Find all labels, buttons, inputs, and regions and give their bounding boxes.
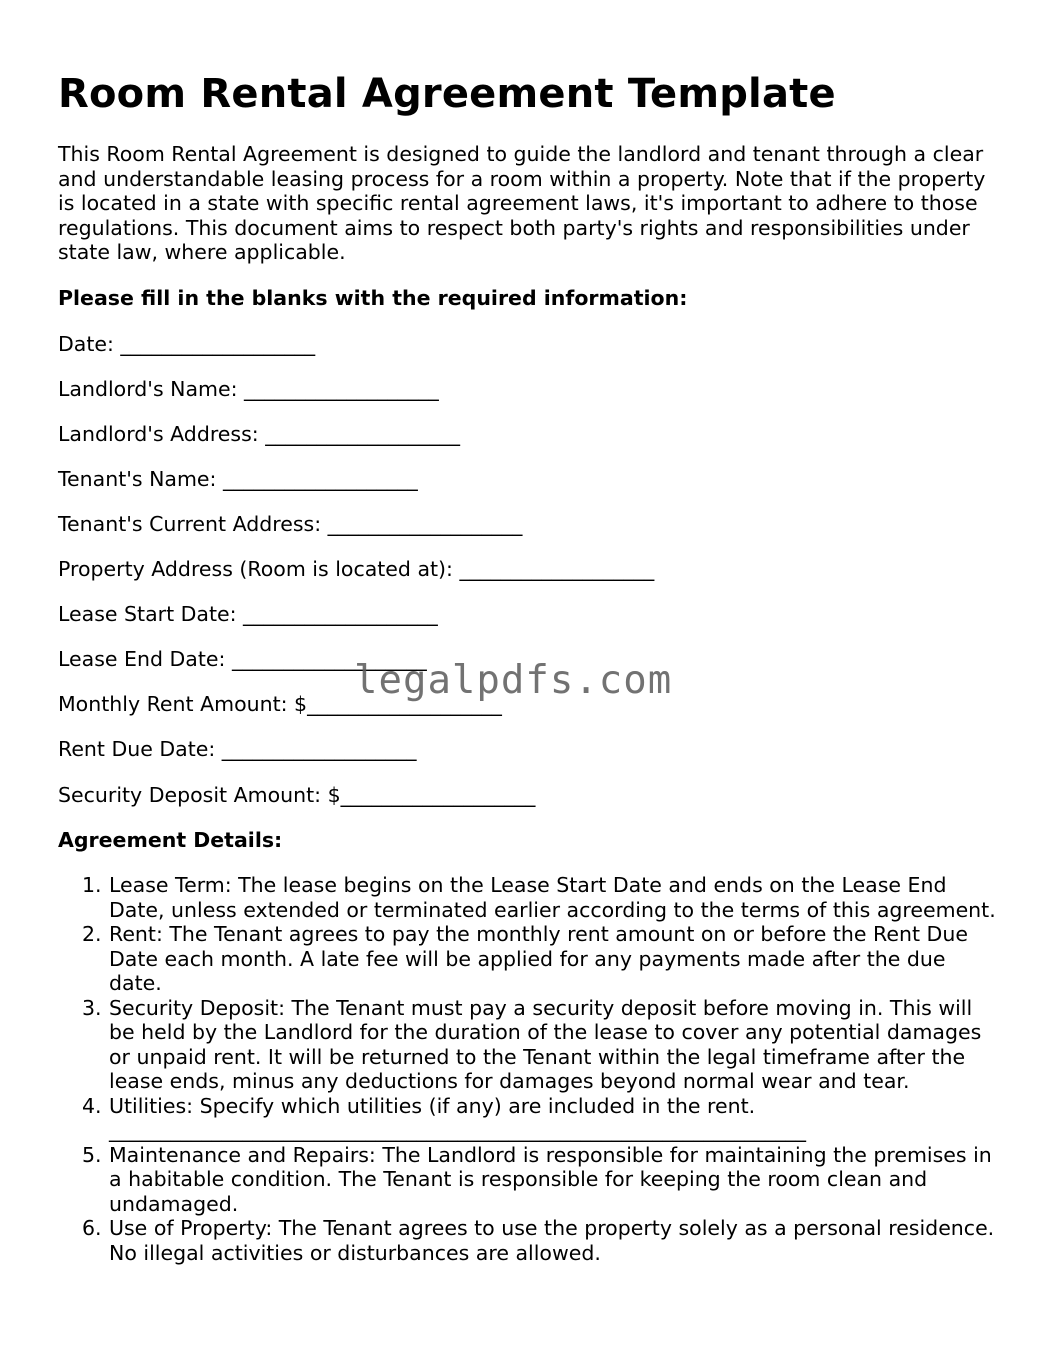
field-lease-end-date: Lease End Date: ___________________ [58,647,427,672]
list-item-text: Rent: The Tenant agrees to pay the monthly rent amount on or before the Rent Due Date each month. A late fee will be applied for any payments made after the due date. [109,922,968,996]
list-item [58,1143,998,1217]
list-item [58,873,998,922]
page-title: Room Rental Agreement Template [58,71,836,117]
list-item-number: 2. [82,922,102,947]
field-monthly-rent: Monthly Rent Amount: $___________________ [58,692,502,717]
intro-paragraph: This Room Rental Agreement is designed to guide the landlord and tenant through a clear and understandable leasing process for a room within a property. Note that if the property is located in a state with specific rental agreement laws, it's important to adhere to those regulations. This document aims to respect both party's rights and responsibilities under state law, where applicable. [58,142,986,265]
field-lease-start-date: Lease Start Date: ___________________ [58,602,438,627]
details-list [58,873,998,1265]
details-heading: Agreement Details: [58,827,283,852]
field-tenant-current-address: Tenant's Current Address: ___________________ [58,511,523,536]
list-item-number: 5. [82,1142,102,1167]
field-security-deposit: Security Deposit Amount: $___________________ [58,782,536,807]
list-item-number: 3. [82,995,102,1020]
field-rent-due-date: Rent Due Date: ___________________ [58,737,417,762]
list-item-text: Utilities: Specify which utilities (if any) are included in the rent. ____________________________________________________________________ [109,1093,806,1143]
list-item-text: Maintenance and Repairs: The Landlord is responsible for maintaining the premises in a habitable condition. The Tenant is responsible for keeping the room clean and undamaged. [109,1142,992,1216]
list-item-number: 4. [82,1093,102,1118]
list-item-text: Security Deposit: The Tenant must pay a security deposit before moving in. This will be held by the Landlord for the duration of the lease to cover any potential damages or unpaid rent. It will be returned to the Tenant within the legal timeframe after the lease ends, minus any deductions for damages beyond normal wear and tear. [109,995,982,1094]
field-landlord-name: Landlord's Name: ___________________ [58,376,439,401]
list-item [58,1216,998,1265]
fill-heading: Please fill in the blanks with the required information: [58,285,688,310]
fields-section [58,332,998,808]
list-item-number: 1. [82,873,102,898]
field-landlord-address: Landlord's Address: ___________________ [58,421,460,446]
list-item-text: Lease Term: The lease begins on the Lease Start Date and ends on the Lease End Date, unless extended or terminated earlier according to the terms of this agreement. [109,873,996,922]
list-item-number: 6. [82,1216,102,1241]
field-tenant-name: Tenant's Name: ___________________ [58,466,418,491]
watermark: legalpdfs.com [354,658,673,703]
list-item [58,922,998,996]
list-item [58,996,998,1094]
list-item-text: Use of Property: The Tenant agrees to use the property solely as a personal residence. No illegal activities or disturbances are allowed. [109,1216,995,1265]
list-item [58,1094,998,1143]
field-date: Date: ___________________ [58,331,316,356]
field-property-address: Property Address (Room is located at): ___________________ [58,557,655,582]
